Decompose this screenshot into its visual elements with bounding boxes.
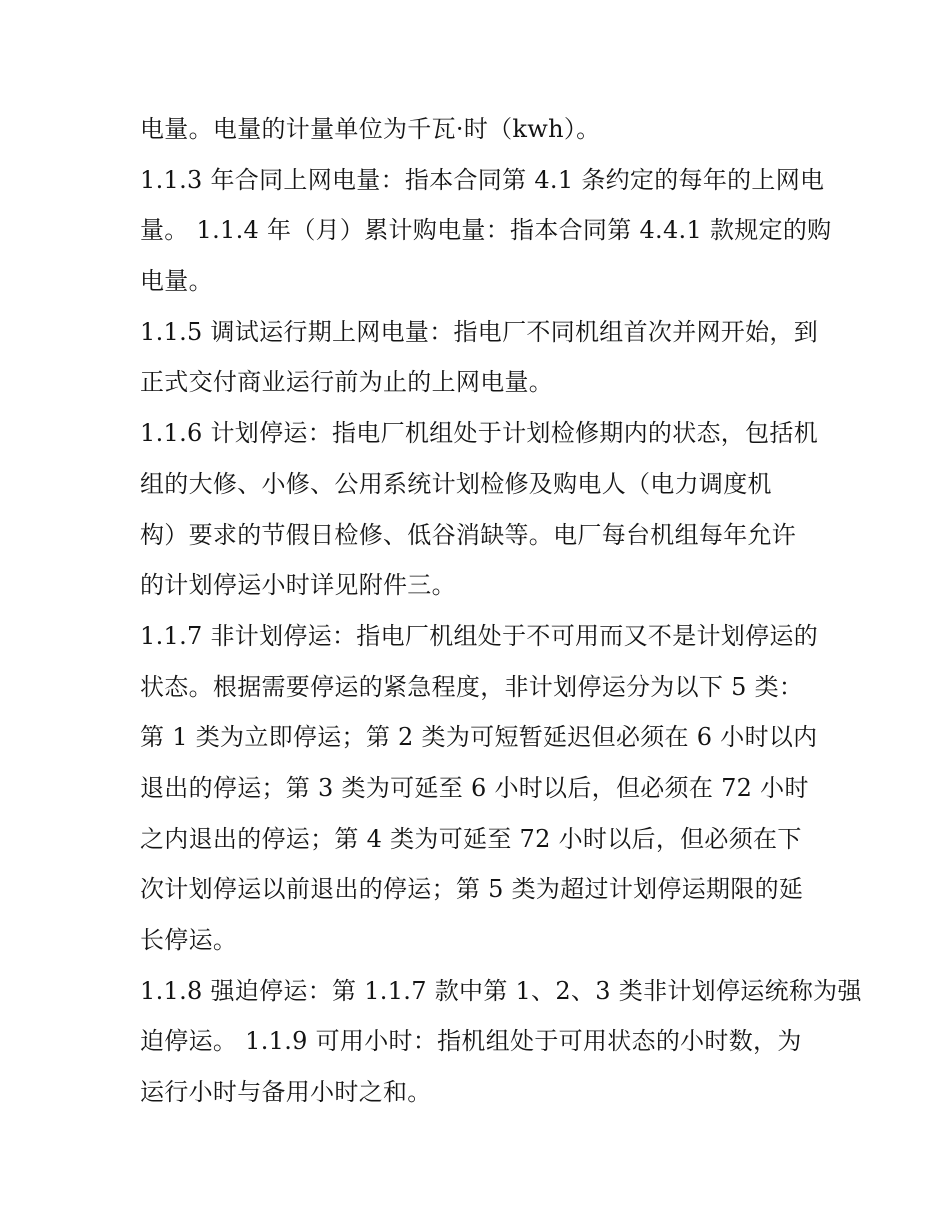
text-line: 构）要求的节假日检修、低谷消缺等。电厂每台机组每年允许 [140, 520, 797, 549]
text-line: 1.1.8 强迫停运：第 1.1.7 款中第 1、2、3 类非计划停运统称为强 [140, 976, 862, 1005]
text-line: 量。 1.1.4 年（月）累计购电量：指本合同第 4.4.1 款规定的购 [140, 216, 832, 245]
text-line: 正式交付商业运行前为止的上网电量。 [140, 368, 554, 397]
text-line: 长停运。 [140, 926, 238, 954]
text-line: 状态。根据需要停运的紧急程度，非计划停运分为以下 5 类： [140, 672, 804, 701]
text-line: 1.1.5 调试运行期上网电量：指电厂不同机组首次并网开始，到 [140, 317, 818, 346]
text-line: 1.1.3 年合同上网电量：指本合同第 4.1 条约定的每年的上网电 [140, 165, 825, 194]
document-body [140, 104, 862, 1118]
text-line: 电量。 [140, 267, 213, 296]
text-line: 迫停运。 1.1.9 可用小时：指机组处于可用状态的小时数，为 [140, 1027, 802, 1056]
text-line: 运行小时与备用小时之和。 [140, 1078, 432, 1107]
text-line: 组的大修、小修、公用系统计划检修及购电人（电力调度机 [140, 469, 772, 498]
text-line: 第 1 类为立即停运；第 2 类为可短暂延迟但必须在 6 小时以内 [140, 723, 818, 752]
text-line: 1.1.7 非计划停运：指电厂机组处于不可用而又不是计划停运的 [140, 621, 818, 650]
text-line: 次计划停运以前退出的停运；第 5 类为超过计划停运期限的延 [140, 875, 804, 904]
text-line: 1.1.6 计划停运：指电厂机组处于计划检修期内的状态，包括机 [140, 419, 818, 448]
text-line: 退出的停运；第 3 类为可延至 6 小时以后，但必须在 72 小时 [140, 773, 809, 802]
text-line: 之内退出的停运；第 4 类为可延至 72 小时以后，但必须在下 [140, 824, 802, 853]
text-line: 的计划停运小时详见附件三。 [140, 571, 456, 600]
text-line: 电量。电量的计量单位为千瓦·时（kwh）。 [140, 115, 601, 143]
